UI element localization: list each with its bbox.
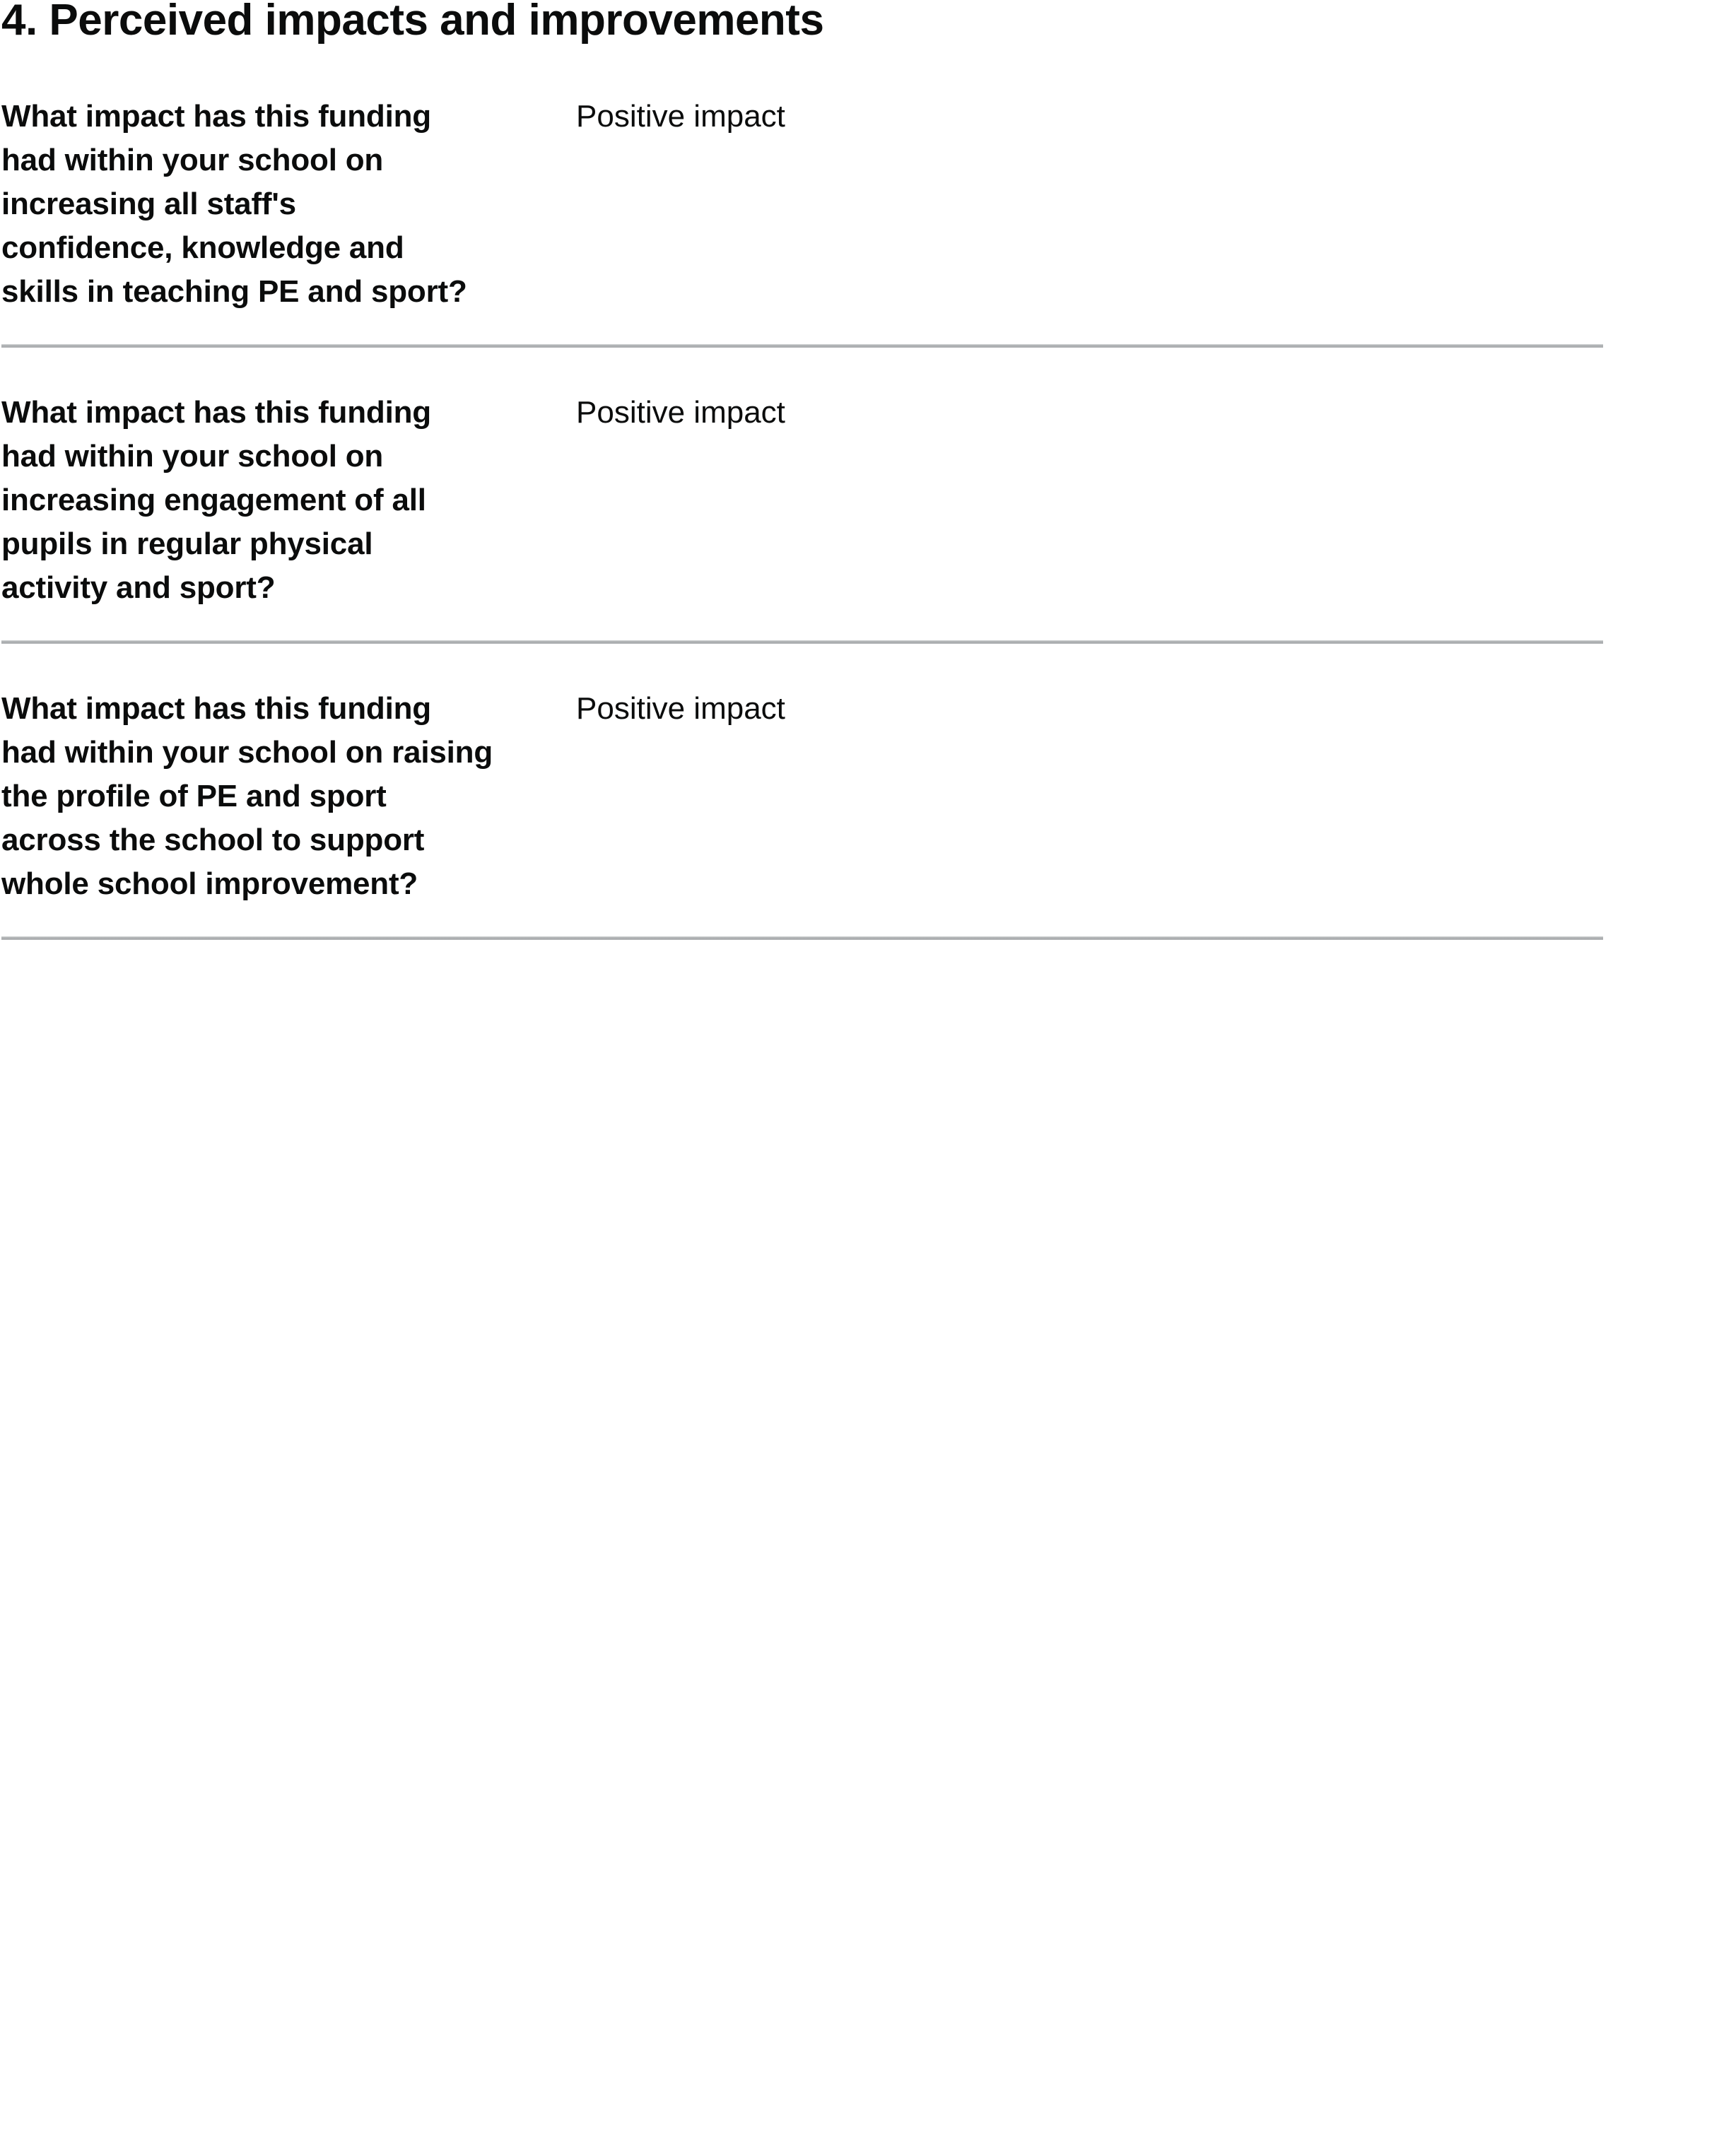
answer-value: Positive impact bbox=[576, 99, 785, 134]
question-label: What impact has this funding had within your school on increasing engagement of all pupils in regular physical activity and sport? bbox=[1, 395, 431, 605]
row-divider bbox=[1, 936, 1603, 940]
answer-value: Positive impact bbox=[576, 395, 785, 430]
question-label: What impact has this funding had within your school on raising the profile of PE and sport across the school to support whole school improvement? bbox=[1, 691, 493, 901]
summary-row bbox=[1, 52, 1603, 344]
summary-row bbox=[1, 644, 1603, 936]
summary-section bbox=[0, 0, 1603, 940]
answer-value: Positive impact bbox=[576, 691, 785, 726]
question-label: What impact has this funding had within your school on increasing all staff's confidence, knowledge and skills in teaching PE and sport? bbox=[1, 99, 467, 309]
summary-row bbox=[1, 348, 1603, 640]
section-heading: 4. Perceived impacts and improvements bbox=[1, 0, 824, 45]
